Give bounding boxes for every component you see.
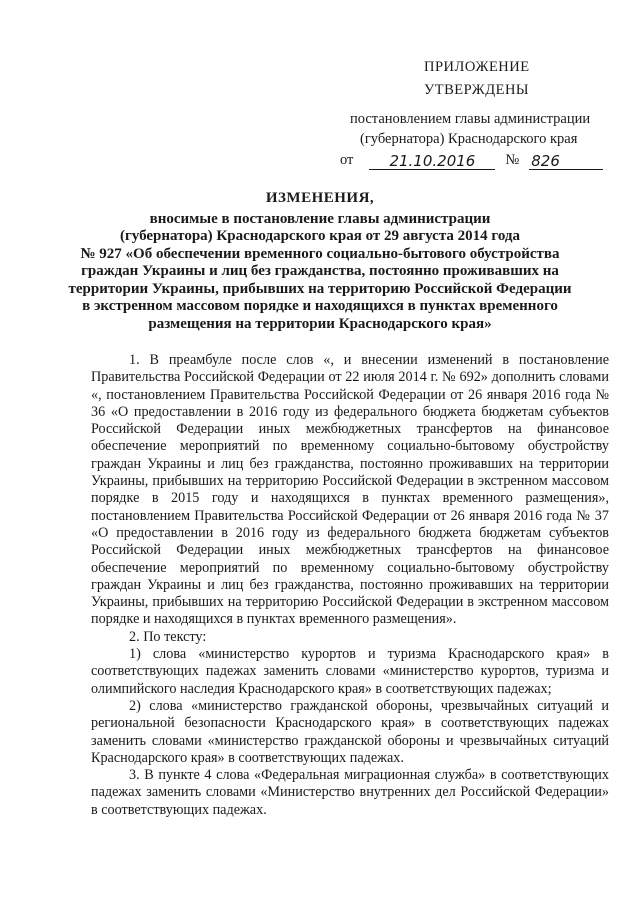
title-line: № 927 «Об обеспечении временного социально-бытового обустройства — [80, 245, 560, 262]
title-line: вносимые в постановление главы администрации — [149, 210, 491, 227]
title-line: (губернатора) Краснодарского края от 29 августа 2014 года — [119, 228, 520, 244]
approval-date-number-row — [340, 151, 603, 170]
paragraph-2: 2. По тексту: — [129, 628, 207, 645]
number-label: № — [505, 152, 520, 168]
paragraph-2-2: 2) слова «министерство гражданской обороны, чрезвычайных ситуаций и региональной безопасности Краснодарского края» в соответствующих падежах заменить словами «министерство гражданской обороны и чрезвычайных ситуаций Краснодарского края» в соответствующих падежах. — [91, 697, 609, 766]
approved-label: УТВЕРЖДЕНЫ — [424, 82, 530, 98]
title-line: граждан Украины и лиц без гражданства, постоянно проживавших на — [81, 263, 559, 279]
document-body — [91, 352, 609, 819]
document-title — [40, 190, 600, 333]
approval-authority-line2: (губернатора) Краснодарского края — [360, 131, 578, 147]
title-line: в экстренном массовом порядке и находящихся в пунктах временного — [82, 298, 558, 314]
paragraph-3: 3. В пункте 4 слова «Федеральная миграционная служба» в соответствующих падежах заменить словами «Министерство внутренних дел Российской Федерации» в соответствующих падежах. — [91, 767, 609, 818]
title-main: ИЗМЕНЕНИЯ, — [265, 190, 375, 206]
title-line: размещения на территории Краснодарского края» — [148, 315, 492, 332]
appendix-label: ПРИЛОЖЕНИЕ — [424, 59, 530, 75]
paragraph-2-1: 1) слова «министерство курортов и туризма Краснодарского края» в соответствующих падежах заменить словами «министерство курортов, туризма и олимпийского наследия Краснодарского края» в соответствующих падежах; — [91, 646, 609, 697]
approval-date: 21.10.2016 — [369, 153, 495, 170]
paragraph-1: 1. В преамбуле после слов «, и внесении изменений в постановление Правительства Российской Федерации от 22 июля 2014 г. № 692» дополнить словами «, постановлением Правительства Российской Федерации от 26 января 2016 года № 36 «О предоставлении в 2016 году из федерального бюджета бюджетам субъектов Российской Федерации иных межбюджетных трансфертов на финансовое обеспечение мероприятий по временному социально-бытовому обустройству граждан Украины и лиц без гражданства, постоянно проживавших на территории Украины, прибывших на территорию Российской Федерации в экстренном массовом порядке в 2015 году и находящихся в пунктах временного размещения», постановлением Правительства Российской Федерации от 26 января 2016 года № 37 «О предоставлении в 2016 году из федерального бюджета бюджетам субъектов Российской Федерации иных межбюджетных трансфертов на финансовое обеспечение мероприятий по временному социально-бытовому обустройству граждан Украины и лиц без гражданства, постоянно проживавших на территории Украины, прибывших на территорию Российской Федерации в экстренном массовом порядке и находящихся в пунктах временного размещения». — [91, 352, 609, 628]
from-label: от — [340, 152, 354, 168]
approval-authority-line1: постановлением главы администрации — [350, 111, 591, 127]
title-line: территории Украины, прибывших на территорию Российской Федерации — [68, 280, 572, 297]
approval-number: 826 — [529, 153, 603, 170]
